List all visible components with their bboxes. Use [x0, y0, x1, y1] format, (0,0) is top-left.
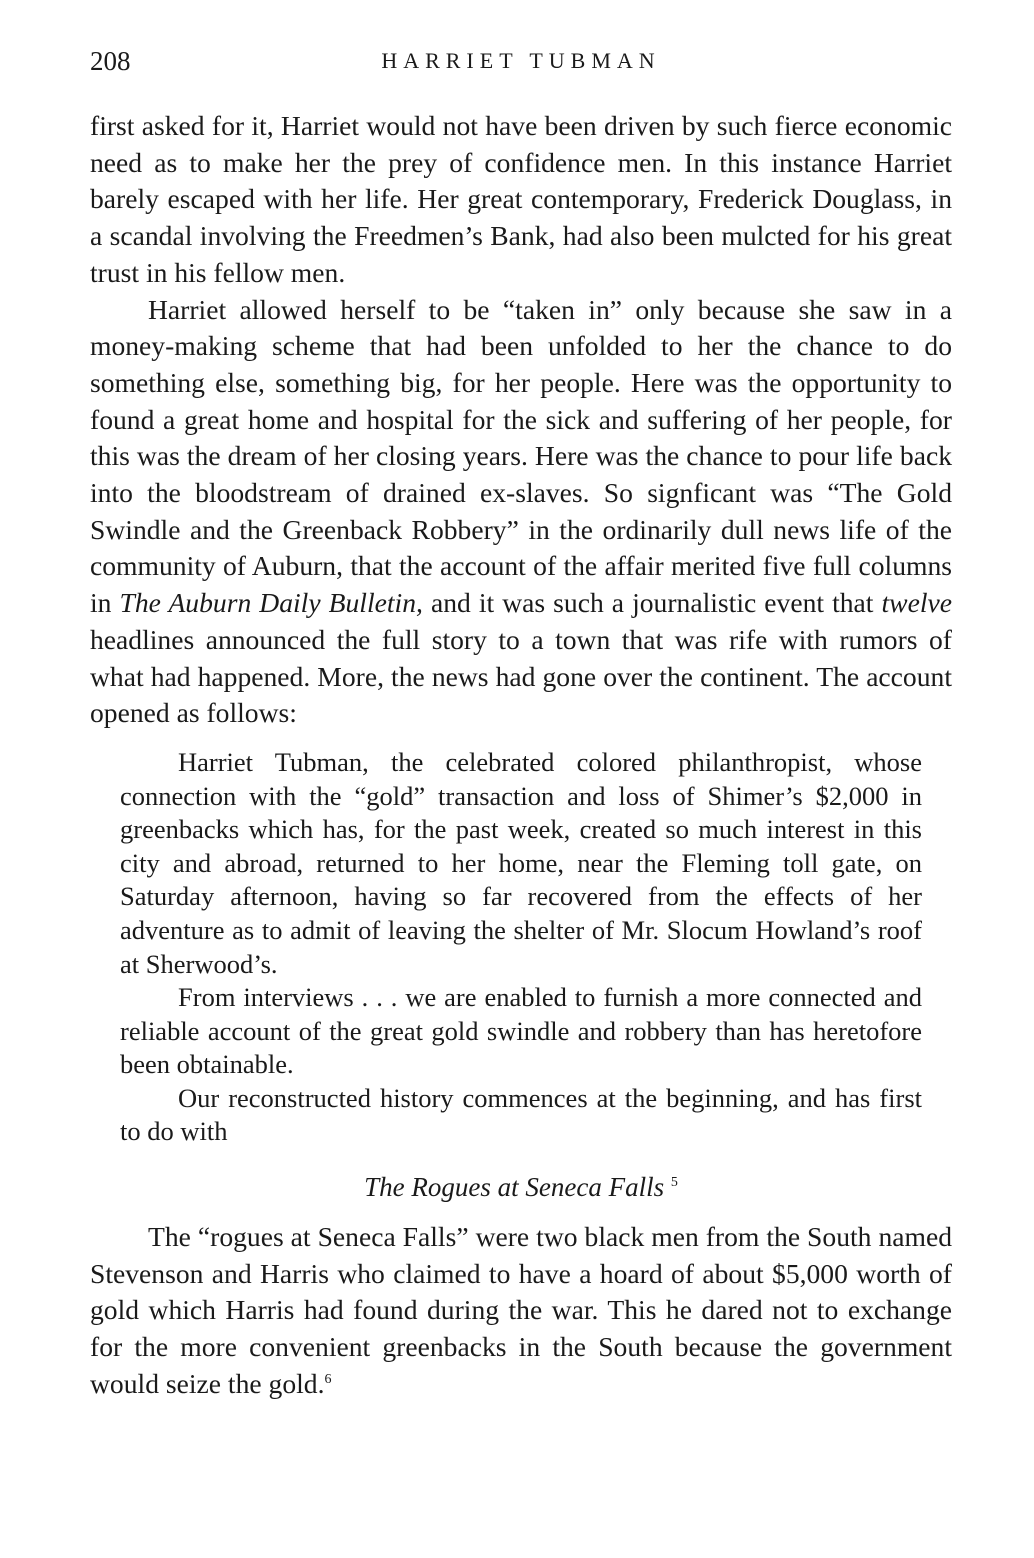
paragraph-1: first asked for it, Harriet would not have been driven by such fierce economic need as to make her the prey of confidence men. In this instance Harriet barely escaped with her life. Her great contemporary, Frederick Douglass, in a scandal involving the Freedmen’s Bank, had also been mulcted for his great trust in his fellow men.	[90, 110, 952, 288]
block-quote	[120, 746, 922, 1149]
running-head	[90, 46, 952, 82]
paragraph-3	[90, 1219, 952, 1403]
footnote-marker-5: 5	[670, 1175, 678, 1191]
section-heading	[90, 1169, 952, 1205]
quote-paragraph-1: Harriet Tubman, the celebrated colored philanthropist, whose connection with the “gold” transaction and loss of Shimer’s $2,000 in greenbacks which has, for the past week, created so much interest in this city and abroad, returned to her home, near the Fleming toll gate, on Saturday afternoon, having so far recovered from the effects of her adventure as to admit of leaving the shelter of Mr. Slocum Howland’s roof at Sherwood’s.	[120, 746, 922, 979]
body-text	[90, 108, 952, 1403]
quote-paragraph-2: From interviews . . . we are enabled to furnish a more connected and reliable account of the great gold swindle and robbery than has heretofore been obtainable.	[120, 982, 922, 1080]
page-number: 208	[90, 46, 131, 76]
paragraph-2	[90, 292, 952, 732]
paragraph-2-part-c: headlines announced the full story to a town that was rife with rumors of what had happened. More, the news had gone over the continent. The account opened as follows:	[90, 623, 952, 729]
footnote-marker-6: 6	[324, 1371, 332, 1387]
section-heading-text: The Rogues at Seneca Falls	[364, 1172, 665, 1203]
newspaper-title: The Auburn Daily Bulletin,	[119, 587, 423, 619]
paragraph-2-part-b: and it was such a journalistic event that	[422, 587, 882, 619]
running-title: HARRIET TUBMAN	[381, 48, 661, 73]
paragraph-2-part-a: Harriet allowed herself to be “taken in” only because she saw in a money-making scheme that had been unfolded to her the chance to do something else, something big, for her people. Here was the opportunity to found a great home and hospital for the sick and suffering of her people, for this was the dream of her closing years. Here was the chance to pour life back into the bloodstream of drained ex-slaves. So signficant was “The Gold Swindle and the Greenback Robbery” in the ordinarily dull news life of the community of Auburn, that the account of the affair merited five full columns in	[90, 293, 952, 619]
paragraph-3-text: The “rogues at Seneca Falls” were two black men from the South named Stevenson and Harris who claimed to have a hoard of about $5,000 worth of gold which Harris had found during the war. This he dared not to exchange for the more convenient greenbacks in the South because the government would seize the gold.	[90, 1221, 952, 1399]
quote-paragraph-3: Our reconstructed history commences at the beginning, and has first to do with	[120, 1082, 922, 1147]
emphasized-word: twelve	[881, 587, 952, 619]
